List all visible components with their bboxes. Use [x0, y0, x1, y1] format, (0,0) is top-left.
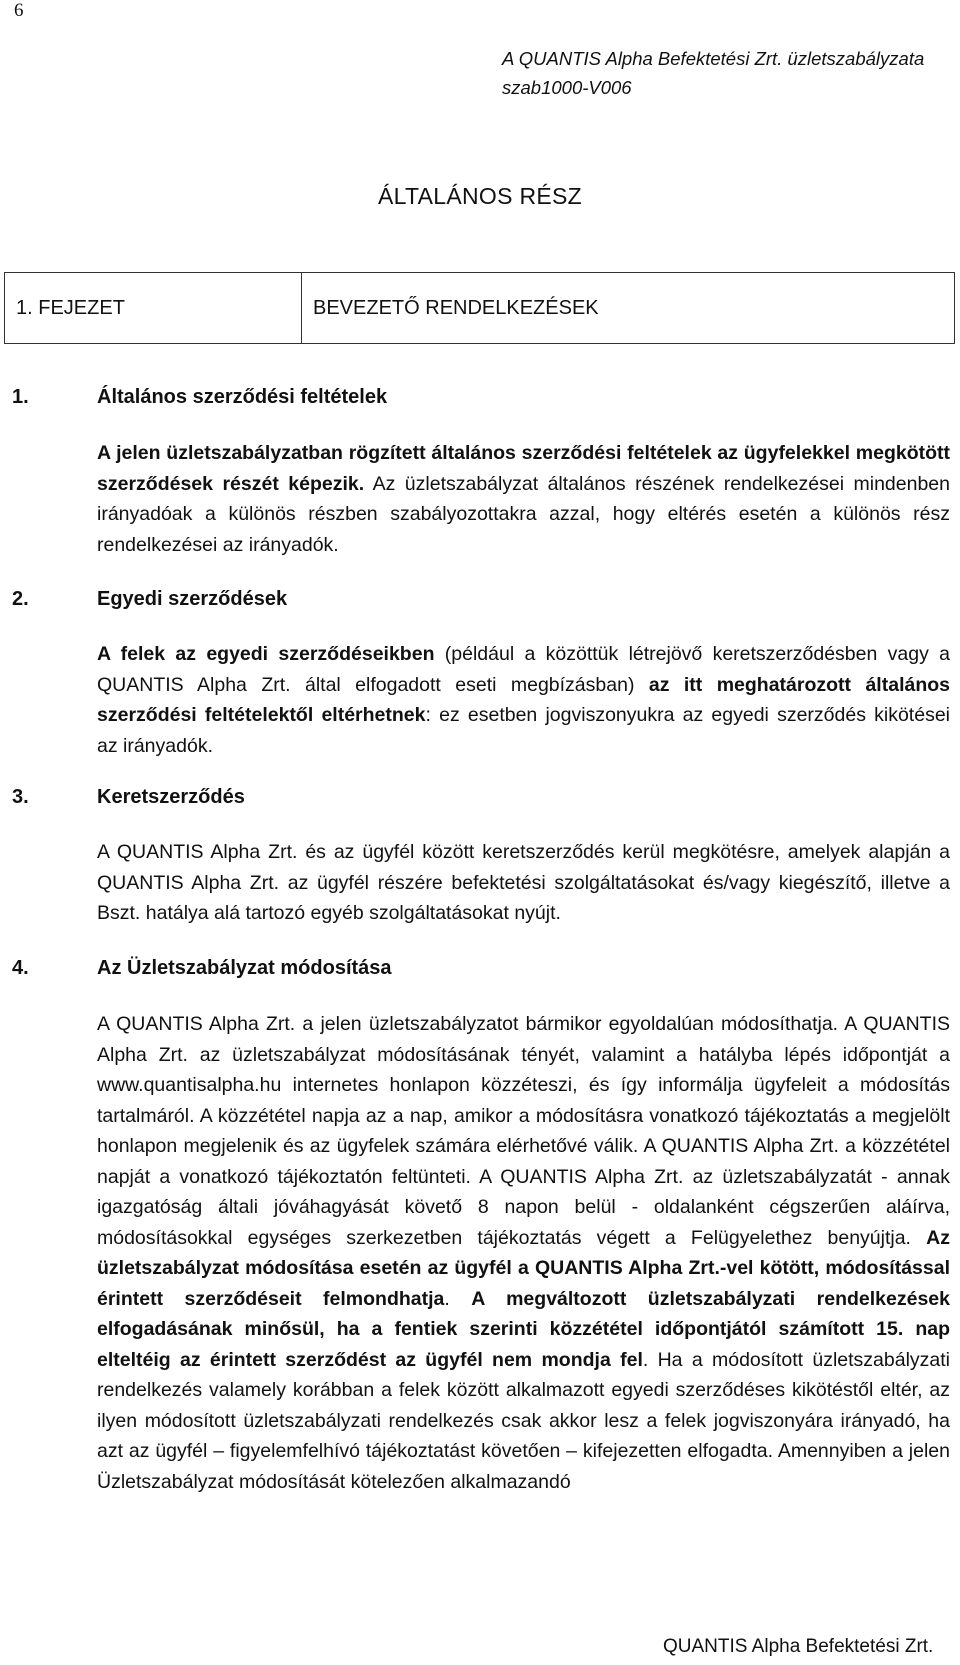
section-paragraph-3 [97, 837, 950, 929]
paragraph-text-span: . [444, 1287, 472, 1310]
section-title: Az Üzletszabályzat módosítása [97, 957, 392, 979]
section-title: Általános szerződési feltételek [97, 386, 388, 408]
section-paragraph-2 [97, 639, 950, 761]
paragraph-bold-span: A megváltozott üzletszabályzati rendelkezések elfogadásának minősül, ha a fentiek szerinti közzététel időpontjától számított 15. nap elteltéig az érintett szerződést az ügyfél nem mondja fel [97, 1287, 950, 1371]
document-header [502, 44, 924, 102]
paragraph-text-span: A QUANTIS Alpha Zrt. és az ügyfél között keretszerződés kerül megkötésre, amelyek alapján a QUANTIS Alpha Zrt. az ügyfél részére befektetési szolgáltatásokat és/vagy kiegészítő, illetve a Bszt. hatálya alá tartozó egyéb szolgáltatásokat nyújt. [97, 841, 950, 924]
main-title: ÁLTALÁNOS RÉSZ [377, 183, 582, 209]
paragraph-text-span: . Ha a módosított üzletszabályzati rendelkezés valamely korábban a felek között alkalmazott egyedi szerződéses kikötéstől eltér, az ilyen módosított üzletszabályzati rendelkezés csak akkor lesz a felek jogviszonyára irányadó, ha azt az ügyfél – figyelemfelhívó tájékoztatást követően – kifejezetten elfogadta. Amennyiben a jelen Üzletszabályzat módosítását kötelezően alkalmazandó [97, 1348, 950, 1493]
header-document-code: szab1000-V006 [502, 77, 632, 98]
section-paragraph-4 [97, 1009, 950, 1497]
paragraph-text-span: (például a közöttük létrejövő keretszerződésben vagy a QUANTIS Alpha Zrt. által elfogadott eseti megbízásban) [97, 643, 950, 696]
section-number: 1. [12, 386, 29, 408]
chapter-number: 1. FEJEZET [16, 297, 125, 319]
paragraph-bold-span: A jelen üzletszabályzatban rögzített általános szerződési feltételek az ügyfelekkel megkötött szerződések részét képezik. [97, 442, 950, 495]
header-company-line: A QUANTIS Alpha Befektetési Zrt. üzletszabályzata [502, 48, 925, 69]
paragraph-text-span: A QUANTIS Alpha Zrt. a jelen üzletszabályzatot bármikor egyoldalúan módosíthatja. A QUANTIS Alpha Zrt. az üzletszabályzat módosításának tényét, valamint a hatályba lépés időpontját a www.quantisalpha.hu internetes honlapon közzéteszi, és így informálja ügyfeleit a módosítás tartalmáról. A közzététel napja az a nap, amikor a módosításra vonatkozó tájékoztatás a megjelölt honlapon megjelenik és az ügyfelek számára elérhetővé válik. A QUANTIS Alpha Zrt. a közzététel napját a vonatkozó tájékoztatón feltünteti. A QUANTIS Alpha Zrt. az üzletszabályzatát - annak igazgatóság általi jóváhagyását követő 8 napon belül - oldalanként cégszerűen aláírva, módosításokkal egységes szerkezetben tájékoztatás végett a Felügyelethez benyújtja. [97, 1013, 950, 1249]
paragraph-text-span: : ez esetben jogviszonyukra az egyedi szerződés kikötései az irányadók. [97, 704, 951, 757]
section-number: 4. [12, 957, 29, 979]
paragraph-bold-span: az itt meghatározott általános szerződési feltételektől eltérhetnek [97, 673, 950, 726]
section-number: 3. [12, 786, 29, 808]
section-title: Keretszerződés [97, 786, 245, 808]
section-title: Egyedi szerződések [97, 588, 288, 610]
section-paragraph-1 [97, 438, 950, 560]
paragraph-bold-span: A felek az egyedi szerződéseikben [97, 643, 435, 665]
paragraph-bold-span: Az üzletszabályzat módosítása esetén az ügyfél a QUANTIS Alpha Zrt.-vel kötött, módosítással érintett szerződéseit felmondhatja [97, 1226, 950, 1310]
paragraph-text-span: Az üzletszabályzat általános részének rendelkezései mindenben irányadóak a különös részben szabályozottakra azzal, hogy eltérés esetén a különös rész rendelkezései az irányadók. [97, 472, 950, 556]
chapter-divider [301, 273, 302, 343]
chapter-title: BEVEZETŐ RENDELKEZÉSEK [313, 297, 599, 319]
section-number: 2. [12, 588, 29, 610]
document-footer: QUANTIS Alpha Befektetési Zrt. [663, 1636, 934, 1657]
chapter-heading-box [4, 272, 955, 344]
page-number: 6 [14, 0, 24, 21]
